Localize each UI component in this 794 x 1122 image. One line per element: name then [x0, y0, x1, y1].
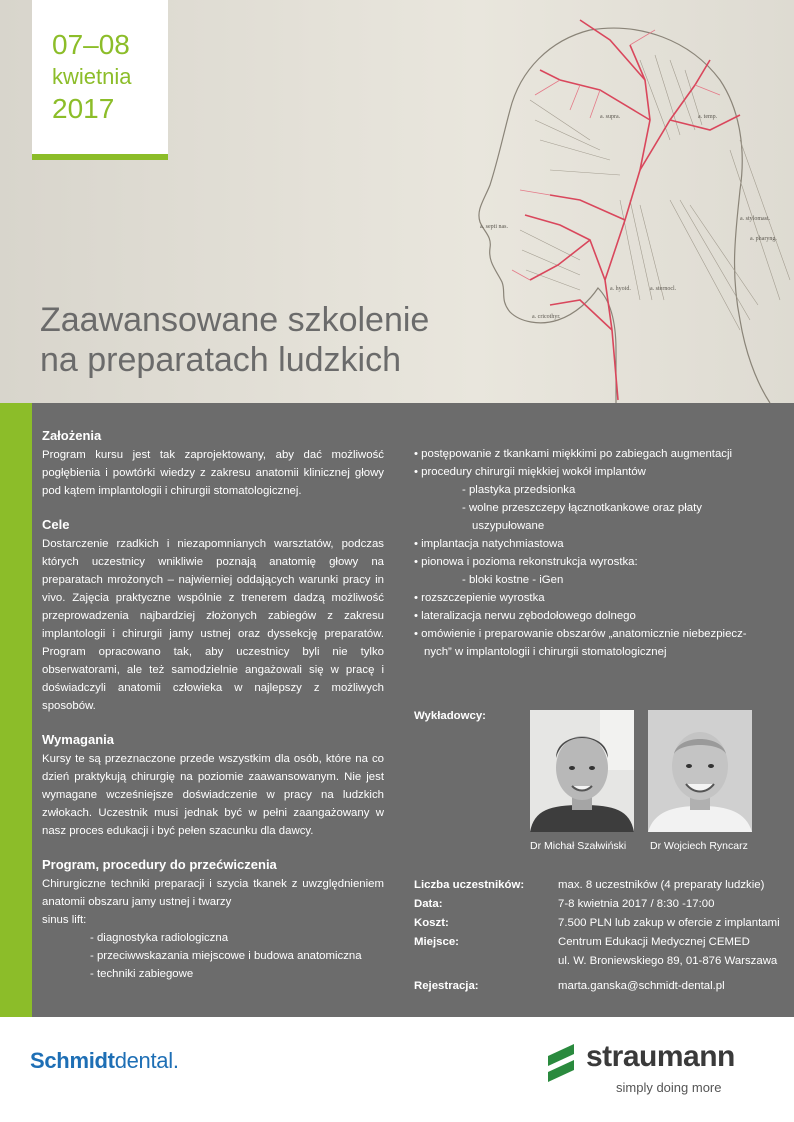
- info-label: Rejestracja:: [414, 980, 479, 992]
- svg-text:a. stylomast.: a. stylomast.: [740, 216, 771, 222]
- lecturer-name-1: Dr Michał Szałwiński: [530, 840, 627, 852]
- info-value: 7-8 kwietnia 2017 / 8:30 -17:00: [558, 898, 715, 910]
- hero-banner: [0, 0, 794, 403]
- svg-text:a. pharyng.: a. pharyng.: [750, 236, 777, 242]
- section-text: Dostarczenie rzadkich i niezapomnianych warsztatów, podczas których uczestnicy wnikliwie poznają anatomię głowy na preparatach mrożonych – najwierniej oddających warunki pracy in vivo. Zajęcia praktyczne wspólnie z trenerem dadzą możliwość przeprowadzenia najbardziej złożonych zabiegów z zakresu implantologii i chirurgii jamy ustnej oraz dyssekcję preparatów. Program opracowano tak, aby uczestnicy byli nie tylko obserwatorami, ale też samodzielnie angażowali się w pracę i doświadczyli anatomii człowieka w najlepszy z możliwych sposobów.: [42, 538, 384, 712]
- section-text: Program kursu jest tak zaprojektowany, aby dać możliwość pogłębienia i powtórki wiedzy z zakresu anatomii klinicznej głowy pod kątem implantologii i chirurgii stomatologicznej.: [42, 449, 384, 497]
- title-line-2: na preparatach ludzkich: [40, 341, 402, 379]
- program-list: [42, 929, 384, 983]
- schmidt-dental-logo: [30, 1048, 179, 1074]
- section-heading: Wymagania: [42, 732, 115, 747]
- sinus-label: sinus lift:: [42, 914, 87, 926]
- info-place: [414, 933, 784, 952]
- section-text: Chirurgiczne techniki preparacji i szycia tkanek z uwzględnieniem anatomii obszaru jamy ustnej i twarzy: [42, 878, 384, 908]
- info-label: Data:: [414, 898, 443, 910]
- section-heading: Program, procedury do przećwiczenia: [42, 857, 277, 872]
- accent-bar: [0, 403, 32, 1017]
- lecturers-label: Wykładowcy:: [414, 710, 486, 722]
- date-month: kwietnia: [52, 64, 132, 89]
- date-days: 07–08: [52, 29, 130, 60]
- list-subitem: - plastyka przedsionka: [462, 484, 576, 496]
- svg-text:a. cricothyr.: a. cricothyr.: [532, 314, 561, 320]
- section-text: Kursy te są przeznaczone przede wszystkim dla osób, które na co dzień praktykują chirurgię na poziomie zaawansowanym. Nie jest wymagane wcześniejsze doświadczenie w pracy na ludzkich zwłokach. Uczestnik musi jednak być w pełni zaangażowany w nasz proces edukacji i być pełen szacunku dla dawcy.: [42, 753, 384, 837]
- info-participants: [414, 876, 784, 895]
- list-item: • omówienie i preparowanie obszarów „anatomicznie niebezpiecz-: [414, 625, 774, 643]
- straumann-logo: [544, 1040, 774, 1100]
- list-subitem: - bloki kostne - iGen: [462, 574, 564, 586]
- list-item: • procedury chirurgii miękkiej wokół implantów: [414, 463, 774, 481]
- section-heading: Założenia: [42, 428, 102, 443]
- info-registration: [414, 977, 784, 996]
- list-item: • lateralizacja nerwu zębodołowego dolnego: [414, 607, 774, 625]
- list-item: • rozszczepienie wyrostka: [414, 589, 774, 607]
- section-cele: [42, 516, 384, 715]
- info-value: max. 8 uczestników (4 preparaty ludzkie): [558, 879, 765, 891]
- svg-text:a. supra.: a. supra.: [600, 114, 621, 120]
- list-subitem: uszypułowane: [472, 520, 545, 532]
- list-item: • pionowa i pozioma rekonstrukcja wyrostka:: [414, 553, 774, 571]
- list-subitem: - wolne przeszczepy łącznotkankowe oraz płaty: [462, 502, 702, 514]
- person-portrait-icon: [648, 710, 752, 832]
- list-item: • postępowanie z tkankami miękkimi po zabiegach augmentacji: [414, 445, 774, 463]
- info-value: ul. W. Broniewskiego 89, 01-876 Warszawa: [558, 955, 778, 967]
- right-column: [414, 445, 774, 661]
- section-wymagania: [42, 731, 384, 840]
- title-line-1: Zaawansowane szkolenie: [40, 301, 430, 339]
- date-year: 2017: [52, 93, 115, 124]
- logo-bold-part: Schmidt: [30, 1048, 115, 1073]
- info-label: Liczba uczestników:: [414, 879, 525, 891]
- list-item: - przeciwwskazania miejscowe i budowa anatomiczna: [90, 950, 362, 962]
- lecturer-name-2: Dr Wojciech Ryncarz: [650, 840, 748, 852]
- event-info: [414, 876, 784, 996]
- list-item-continued: nych” w implantologii i chirurgii stomatologicznej: [424, 646, 667, 658]
- info-cost: [414, 914, 784, 933]
- info-date: [414, 895, 784, 914]
- info-label: Koszt:: [414, 917, 449, 929]
- date-box: [32, 0, 168, 160]
- lecturer-photo-2: [648, 710, 752, 832]
- section-program: [42, 856, 384, 983]
- list-item: - diagnostyka radiologiczna: [90, 932, 229, 944]
- info-label: Miejsce:: [414, 936, 459, 948]
- left-column: [42, 427, 384, 999]
- logo-light-part: dental.: [114, 1048, 179, 1073]
- section-heading: Cele: [42, 517, 70, 532]
- list-item: • implantacja natychmiastowa: [414, 535, 774, 553]
- section-zalozenia: [42, 427, 384, 500]
- head-anatomy-illustration-icon: [440, 0, 794, 403]
- straumann-mark-icon: [544, 1042, 578, 1086]
- svg-text:a. septi nas.: a. septi nas.: [480, 224, 508, 230]
- straumann-tagline: simply doing more: [616, 1080, 722, 1095]
- registration-email[interactable]: marta.ganska@schmidt-dental.pl: [558, 980, 725, 992]
- straumann-wordmark: straumann: [586, 1040, 735, 1073]
- svg-text:a. hyoid.: a. hyoid.: [610, 286, 631, 292]
- svg-text:a. sternocl.: a. sternocl.: [650, 286, 677, 292]
- page-title: [40, 300, 429, 380]
- svg-text:a. temp.: a. temp.: [698, 114, 718, 120]
- info-value: 7.500 PLN lub zakup w ofercie z implantami: [558, 917, 780, 929]
- lecturer-photo-1: [530, 710, 634, 832]
- info-value: Centrum Edukacji Medycznej CEMED: [558, 936, 750, 948]
- list-item: - techniki zabiegowe: [90, 968, 194, 980]
- info-address: [414, 952, 784, 971]
- person-portrait-icon: [530, 710, 634, 832]
